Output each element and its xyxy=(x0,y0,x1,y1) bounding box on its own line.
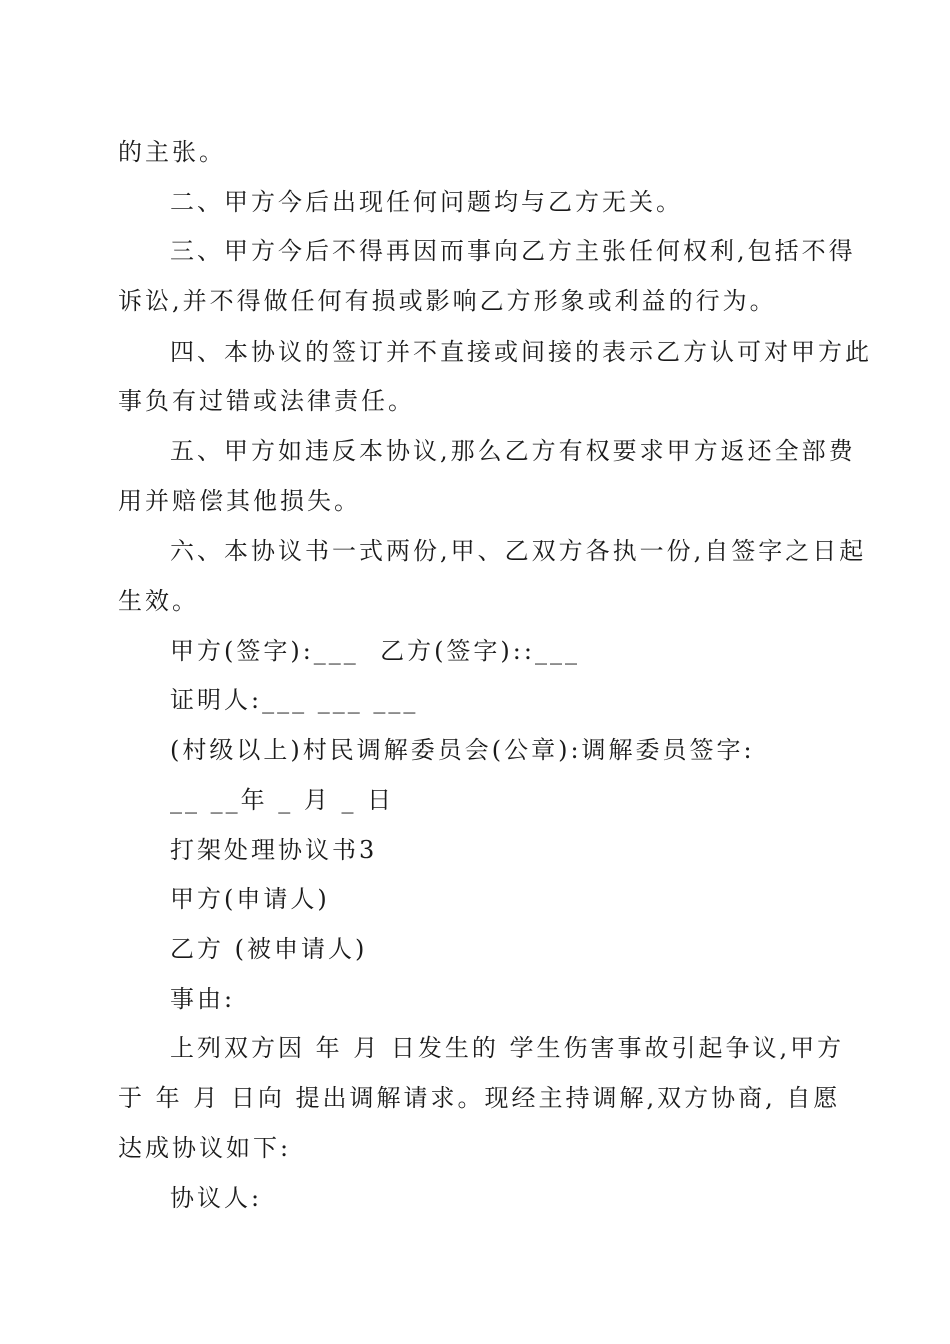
text-line: 达成协议如下: xyxy=(118,1134,292,1162)
reason-line: 事由: xyxy=(170,985,236,1013)
text-line: 五、甲方如违反本协议,那么乙方有权要求甲方返还全部费 xyxy=(170,437,856,465)
text-line: 四、本协议的签订并不直接或间接的表示乙方认可对甲方此 xyxy=(170,338,872,366)
text-line: 上列双方因 年 月 日发生的 学生伤害事故引起争议,甲方 xyxy=(170,1034,845,1062)
text-line: 事负有过错或法律责任。 xyxy=(118,387,415,415)
text-line: 用并赔偿其他损失。 xyxy=(118,487,361,515)
date-line: __ __年 _ 月 _ 日 xyxy=(170,786,395,814)
text-line: 三、甲方今后不得再因而事向乙方主张任何权利,包括不得 xyxy=(170,237,856,265)
section-title: 打架处理协议书3 xyxy=(170,836,378,864)
text-line: 六、本协议书一式两份,甲、乙双方各执一份,自签字之日起 xyxy=(170,537,867,565)
party-a-line: 甲方(申请人) xyxy=(170,885,330,913)
committee-line: (村级以上)村民调解委员会(公章):调解委员签字: xyxy=(170,736,755,764)
signatory-line: 协议人: xyxy=(170,1184,263,1212)
text-line: 于 年 月 日向 提出调解请求。现经主持调解,双方协商, 自愿 xyxy=(118,1084,841,1112)
party-b-line: 乙方 (被申请人) xyxy=(170,935,368,963)
text-line: 的主张。 xyxy=(118,138,226,166)
signature-line: 甲方(签字):___ 乙方(签字)::___ xyxy=(170,637,580,665)
text-line: 生效。 xyxy=(118,587,199,615)
text-line: 二、甲方今后出现任何问题均与乙方无关。 xyxy=(170,188,683,216)
text-line: 诉讼,并不得做任何有损或影响乙方形象或利益的行为。 xyxy=(118,287,777,315)
witness-line: 证明人:___ ___ ___ xyxy=(170,686,419,714)
